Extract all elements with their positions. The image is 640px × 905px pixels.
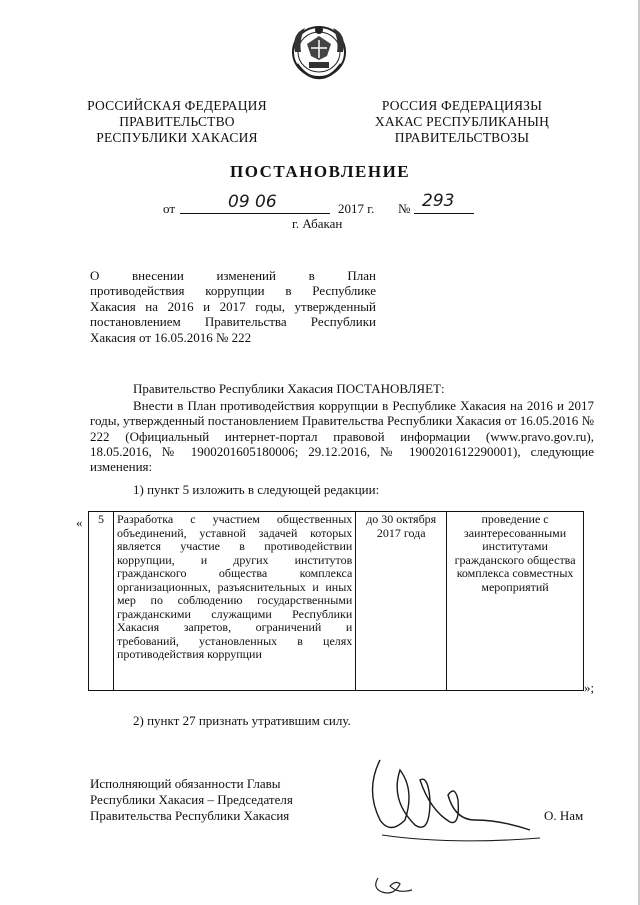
- signatory-line: Правительства Республики Хакасия: [90, 808, 290, 823]
- header-left-line: РОССИЙСКАЯ ФЕДЕРАЦИЯ: [87, 98, 267, 113]
- plan-table: [88, 511, 584, 691]
- deadline-cell: до 30 октября 2017 года: [356, 512, 447, 691]
- close-mark: »;: [584, 680, 595, 695]
- year-label: 2017 г.: [338, 201, 375, 216]
- signatory-title: [90, 776, 293, 824]
- header-right-line: ПРАВИТЕЛЬСТВОЗЫ: [394, 130, 530, 145]
- subject-line: Хакасия на 2016 и 2017 годы, утвержденный: [90, 298, 376, 314]
- header-right-line: ХАКАС РЕСПУБЛИКАНЫҢ: [374, 114, 550, 129]
- subject-line: постановлением Правительства Республики: [90, 314, 376, 330]
- signatory-name: О. Нам: [544, 808, 584, 823]
- subject-block: [90, 268, 376, 345]
- subject-line: противодействия коррупции в Республике: [90, 283, 376, 299]
- subject-line: О внесении изменений в План: [90, 268, 376, 283]
- date-underline: [180, 213, 330, 214]
- open-quote: «: [76, 515, 83, 530]
- handwritten-number: 293: [422, 191, 455, 211]
- signatory-line: Исполняющий обязанности Главы: [90, 776, 281, 791]
- header-right-line: РОССИЯ ФЕДЕРАЦИЯЗЫ: [381, 98, 543, 113]
- header-left-line: РЕСПУБЛИКИ ХАКАСИЯ: [96, 130, 258, 145]
- number-label: №: [398, 201, 411, 216]
- header-left: [82, 98, 272, 146]
- document-title: ПОСТАНОВЛЕНИЕ: [230, 162, 411, 181]
- table-row: [89, 512, 584, 691]
- header-left-line: ПРАВИТЕЛЬСТВО: [119, 114, 235, 129]
- item-1: 1) пункт 5 изложить в следующей редакции:: [133, 482, 380, 497]
- header-right: [362, 98, 562, 146]
- subject-line: Хакасия от 16.05.2016 № 222: [90, 329, 252, 345]
- signatory-line: Республики Хакасия – Председателя: [90, 792, 293, 807]
- number-underline: [414, 213, 474, 214]
- measure-cell: Разработка с участием общественных объединений, уставной задачей которых является участие в противодействии коррупции, и других институтов гражданского общества комплекса организационных, разъяснительных и иных мер по соблюдению государственными гражданскими служащими Республики Хакасия запретов, ограничений и требований, установленных в целях противодействия коррупции: [113, 512, 355, 691]
- decree-line: Правительство Республики Хакасия ПОСТАНОВЛЯЕТ:: [133, 381, 445, 396]
- item-2: 2) пункт 27 признать утратившим силу.: [133, 713, 351, 728]
- executor-cell: проведение с заинтересованными институтами гражданского общества комплекса совместных мероприятий: [447, 512, 584, 691]
- row-number-cell: 5: [89, 512, 114, 691]
- date-prefix: от: [163, 201, 176, 216]
- coat-of-arms-emblem: [287, 22, 351, 80]
- handwritten-date: 09 06: [228, 192, 277, 212]
- handwritten-signature: [360, 750, 550, 850]
- handwritten-mark: [368, 870, 418, 900]
- city-label: г. Абакан: [292, 216, 343, 231]
- main-paragraph: Внести в План противодействия коррупции в Республике Хакасия на 2016 и 2017 годы, утвержденный постановлением Правительства Республики Хакасия от 16.05.2016 № 222 (Официальный интернет-портал правовой информации (www.pravo.gov.ru), 18.05.2016, № 1900201605180006; 29.12.2016, № 1900201612290001), следующие изменения:: [90, 398, 594, 475]
